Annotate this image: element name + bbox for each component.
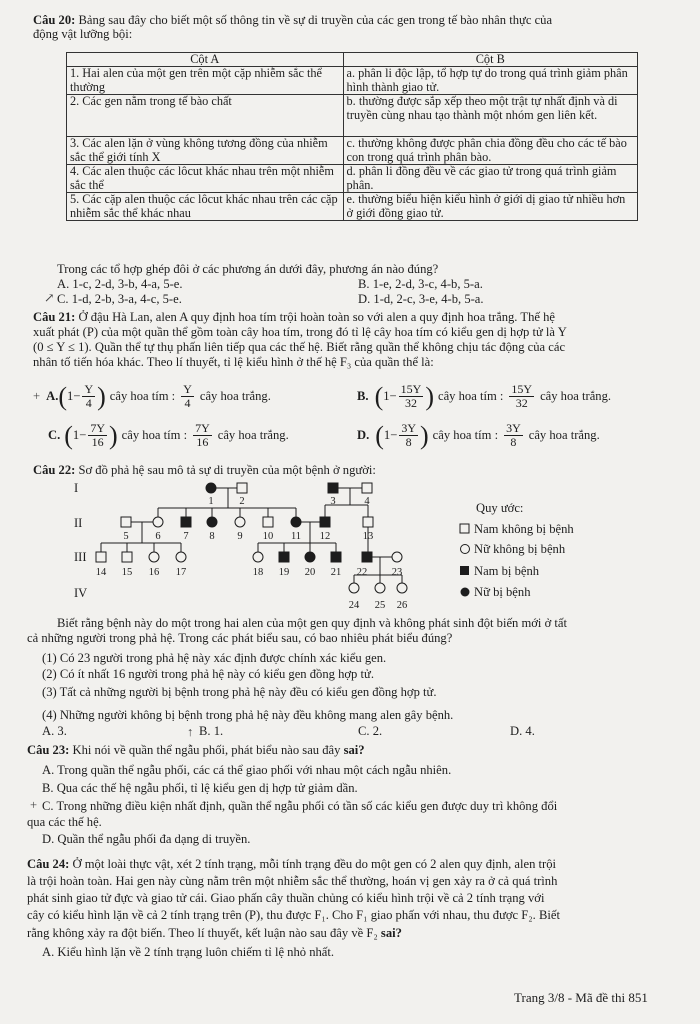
paren-open: ( [374, 381, 384, 411]
fraction [82, 383, 95, 410]
q20-label: Câu 20: [33, 13, 76, 27]
gen-label: III [74, 550, 87, 564]
q24-line5-emph: sai? [380, 926, 402, 940]
q23-option-c[interactable]: C. Trong những điều kiện nhất định, quần thể ngẫu phối có tần số các kiểu gen được duy trì không đổi [42, 799, 558, 813]
q23-stem-text: Khi nói về quần thể ngẫu phối, phát biểu nào sau đây [72, 743, 341, 757]
white-label: cây hoa trắng. [199, 389, 271, 403]
q21-option-letter: B. [357, 389, 369, 403]
unaffected-female-symbol [235, 517, 245, 527]
paren-close: ) [109, 420, 118, 450]
frac-num: 3Y [506, 421, 521, 435]
q23-option-d[interactable]: D. Quần thể ngẫu phối đa dạng di truyền. [42, 832, 251, 846]
affected-male-symbol [320, 517, 330, 527]
q24-line4: cây có kiểu hình lặn về cả 2 tính trạng trên (P), thu được F₁. Cho F₁ giao phấn với nhau, thu được F₂. Biết [27, 908, 560, 922]
legend-female-affected-icon [461, 588, 470, 597]
legend-item: Nữ bị bệnh [474, 585, 531, 599]
affected-male-symbol [331, 552, 341, 562]
individual-number: 15 [121, 567, 133, 578]
q20-question: Trong các tổ hợp ghép đôi ở các phương án dưới đây, phương án nào đúng? [57, 262, 439, 276]
q22-para-line2: cả những người trong phả hệ. Trong các phát biểu sau, có bao nhiêu phát biểu đúng? [27, 631, 453, 645]
affected-female-symbol [206, 483, 216, 493]
legend-male-unaffected-icon [460, 524, 469, 533]
q20-intro [33, 13, 552, 28]
legend-title: Quy ước: [476, 501, 524, 515]
handwritten-mark: + [30, 798, 38, 812]
q22-option-a[interactable]: A. 3. [42, 724, 67, 738]
unaffected-male-symbol [363, 517, 373, 527]
fraction [504, 422, 523, 449]
q21-label: Câu 21: [33, 310, 76, 324]
handwritten-mark: ↗ [44, 291, 55, 305]
row5-a: 5. Các cặp alen thuộc các lôcut khác nhau trên các cặp nhiễm sắc thể khác nhau [67, 193, 344, 221]
q21-line1 [33, 310, 555, 325]
q23-stem-emph: sai? [343, 743, 365, 757]
q21-option-letter: C. [48, 428, 61, 442]
frac-num: 3Y [401, 421, 416, 435]
legend-item: Nam không bị bệnh [474, 522, 574, 536]
frac-den: 4 [85, 396, 92, 410]
q24-option-a[interactable]: A. Kiểu hình lặn về 2 tính trạng luôn chiếm tỉ lệ nhỏ nhất. [42, 945, 335, 959]
row3-b: c. thường không được phân chia đồng đều cho các tế bào con trong quá trình phân bào. [343, 137, 637, 165]
row2-b: b. thường được sắp xếp theo một trật tự nhất định và di truyền cùng nhau tạo thành một nhóm gen liên kết. [343, 95, 637, 137]
q21-line2: xuất phát (P) của một quần thể gồm toàn cây hoa tím, trong đó tỉ lệ cây hoa tím có kiểu gen dị hợp tử là Y [33, 325, 567, 339]
q23-option-c-cont: qua các thế hệ. [27, 815, 102, 829]
frac-den: 32 [404, 396, 417, 410]
q22-statement-2: (2) Có ít nhất 16 người trong phả hệ này có kiểu gen đồng hợp tử. [42, 667, 374, 681]
unaffected-male-symbol [237, 483, 247, 493]
individual-number: 17 [175, 567, 187, 578]
individual-number: 18 [252, 567, 264, 578]
unaffected-male-symbol [362, 483, 372, 493]
individual-number: 10 [262, 531, 274, 542]
row1-a: 1. Hai alen của một gen trên một cặp nhiễm sắc thể thường [67, 67, 344, 95]
q20-option-b[interactable]: B. 1-e, 2-d, 3-c, 4-b, 5-a. [358, 277, 483, 291]
frac-num: Y [84, 382, 94, 396]
q20-option-d[interactable]: D. 1-d, 2-c, 3-e, 4-b, 5-a. [358, 292, 484, 306]
q20-table [66, 52, 638, 221]
row1-b: a. phân li độc lập, tổ hợp tự do trong quá trình giảm phân hình thành giao tử. [343, 67, 637, 95]
one-minus: 1− [72, 428, 87, 442]
legend-item: Nữ không bị bệnh [474, 542, 566, 556]
q22-option-c[interactable]: C. 2. [358, 724, 383, 738]
individual-number: 6 [155, 531, 161, 542]
affected-female-symbol [305, 552, 315, 562]
q24-line1-text: Ở một loài thực vật, xét 2 tính trạng, mỗi tính trạng đều do một gen có 2 alen quy định, alen trội [72, 857, 557, 871]
frac-num: 7Y [195, 421, 210, 435]
q22-intro-text: Sơ đồ phả hệ sau mô tả sự di truyền của một bệnh ở người: [78, 463, 376, 477]
q21-line4: nhân tố tiến hóa khác. Theo lí thuyết, tỉ lệ kiểu hình ở thế hệ F₃ của quần thể là: [33, 355, 434, 369]
individual-number: 5 [123, 531, 129, 542]
individual-number: 16 [148, 567, 160, 578]
purple-label: cây hoa tím : [121, 428, 188, 442]
purple-label: cây hoa tím : [437, 389, 504, 403]
unaffected-male-symbol [122, 552, 132, 562]
paren-open: ( [64, 420, 73, 450]
q21-option-c[interactable] [48, 422, 289, 449]
one-minus: 1− [383, 428, 398, 442]
individual-number: 20 [304, 567, 316, 578]
individual-number: 19 [278, 567, 290, 578]
individual-number: 23 [391, 567, 403, 578]
individual-number: 1 [208, 496, 214, 507]
row2-a: 2. Các gen nằm trong tế bào chất [67, 95, 344, 137]
individual-number: 8 [209, 531, 215, 542]
fraction [509, 383, 534, 410]
white-label: cây hoa trắng. [217, 428, 289, 442]
unaffected-female-symbol [253, 552, 263, 562]
q23-label: Câu 23: [27, 743, 70, 757]
paren-close: ) [425, 381, 434, 411]
individual-number: 25 [374, 600, 386, 611]
frac-den: 8 [405, 435, 412, 449]
fraction [399, 383, 424, 410]
q22-option-b[interactable]: B. 1. [199, 724, 224, 738]
unaffected-male-symbol [121, 517, 131, 527]
q22-statement-1: (1) Có 23 người trong phả hệ này xác định được chính xác kiểu gen. [42, 651, 387, 665]
affected-male-symbol [279, 552, 289, 562]
individual-number: 14 [95, 567, 107, 578]
unaffected-female-symbol [375, 583, 385, 593]
purple-label: cây hoa tím : [109, 389, 176, 403]
fraction [399, 422, 418, 449]
one-minus: 1− [67, 389, 81, 403]
col-b-header: Cột B [343, 53, 637, 67]
gen-label: II [74, 516, 83, 530]
individual-number: 4 [364, 496, 370, 507]
individual-number: 9 [237, 531, 243, 542]
fraction [88, 422, 107, 449]
unaffected-male-symbol [96, 552, 106, 562]
fraction [193, 422, 212, 449]
paren-close: ) [97, 381, 106, 411]
frac-num: 15Y [400, 382, 422, 396]
q23-option-b[interactable]: B. Qua các thế hệ ngẫu phối, tỉ lệ kiểu gen dị hợp tử giảm dần. [42, 781, 358, 795]
q24-line2: là trội hoàn toàn. Hai gen này cùng nằm trên một nhiễm sắc thể thường, hoán vị gen xảy ra ở cả quá trình [27, 874, 558, 888]
unaffected-female-symbol [349, 583, 359, 593]
row3-a: 3. Các alen lặn ở vùng không tương đồng của nhiễm sắc thể giới tính X [67, 137, 344, 165]
q24-line1 [27, 857, 556, 872]
unaffected-female-symbol [176, 552, 186, 562]
purple-label: cây hoa tím : [432, 428, 499, 442]
white-label: cây hoa trắng. [528, 428, 600, 442]
q21-line1-text: Ở đậu Hà Lan, alen A quy định hoa tím trội hoàn toàn so với alen a quy định hoa trắng. Thế hệ [78, 310, 555, 324]
q20-option-a[interactable]: A. 1-c, 2-d, 3-b, 4-a, 5-e. [57, 277, 183, 291]
q24-line3: phát sinh giao tử đực và giao tử cái. Giao phấn cây thuần chủng có kiểu hình trội về cả 2 tính trạng với [27, 891, 545, 905]
individual-number: 13 [362, 531, 374, 542]
paren-close: ) [420, 420, 429, 450]
one-minus: 1− [383, 389, 397, 403]
individual-number: 24 [348, 600, 360, 611]
affected-male-symbol [362, 552, 372, 562]
paren-open: ( [58, 381, 68, 411]
unaffected-female-symbol [153, 517, 163, 527]
handwritten-mark: + [33, 389, 41, 403]
q20-intro-line2: động vật lưỡng bội: [33, 27, 133, 41]
unaffected-female-symbol [149, 552, 159, 562]
legend-female-unaffected-icon [461, 545, 470, 554]
affected-male-symbol [181, 517, 191, 527]
frac-num: 7Y [90, 421, 105, 435]
individual-number: 21 [330, 567, 342, 578]
individual-number: 26 [396, 600, 408, 611]
gen-label: I [74, 481, 79, 495]
q22-option-d[interactable]: D. 4. [510, 724, 535, 738]
frac-num: Y [183, 382, 192, 396]
q22-statement-3: (3) Tất cả những người bị bệnh trong phả hệ này đều có kiểu gen đồng hợp tử. [42, 685, 437, 699]
q21-option-letter: D. [357, 428, 370, 442]
page-footer: Trang 3/8 - Mã đề thi 851 [514, 990, 648, 1005]
q22-label: Câu 22: [33, 463, 76, 477]
individual-number: 7 [183, 531, 189, 542]
individual-number: 3 [330, 496, 336, 507]
q21-line3: (0 ≤ Y ≤ 1). Quần thể tự thụ phấn liên tiếp qua các thế hệ. Biết rằng quần thể không chịu tác động của các [33, 340, 566, 354]
q20-option-c[interactable]: C. 1-d, 2-b, 3-a, 4-c, 5-e. [57, 292, 182, 306]
unaffected-male-symbol [263, 517, 273, 527]
generation-labels [74, 481, 87, 600]
frac-den: 4 [184, 396, 191, 410]
individual-number: 2 [239, 496, 245, 507]
paren-open: ( [375, 420, 384, 450]
q22-para-line1: Biết rằng bệnh này do một trong hai alen của một gen quy định và không phát sinh đột biến mới ở tất [57, 616, 567, 630]
frac-num: 15Y [511, 382, 533, 396]
pedigree-chart [0, 476, 700, 616]
q24-line5-text: rằng không xảy ra đột biến. Theo lí thuyết, kết luận nào sau đây về F₂ [27, 926, 378, 940]
col-a-header: Cột A [67, 53, 344, 67]
affected-male-symbol [328, 483, 338, 493]
fraction [181, 383, 194, 410]
legend-male-affected-icon [460, 566, 469, 575]
q21-option-d[interactable] [357, 422, 600, 449]
row4-b: d. phân li đồng đều về các giao tử trong quá trình giảm phân. [343, 165, 637, 193]
row4-a: 4. Các alen thuộc các lôcut khác nhau trên một nhiễm sắc thể [67, 165, 344, 193]
q23-stem [27, 743, 365, 758]
legend-item: Nam bị bệnh [474, 564, 540, 578]
q23-option-a[interactable]: A. Trong quần thể ngẫu phối, các cá thể giao phối với nhau một cách ngẫu nhiên. [42, 763, 452, 777]
q24-label: Câu 24: [27, 857, 70, 871]
handwritten-mark: ↑ [187, 725, 194, 739]
q24-line5 [27, 926, 402, 941]
frac-den: 16 [91, 435, 104, 449]
frac-den: 8 [510, 435, 517, 449]
q21-option-a[interactable] [33, 383, 271, 410]
individual-number: 11 [290, 531, 302, 542]
frac-den: 16 [196, 435, 209, 449]
row5-b: e. thường biểu hiện kiểu hình ở giới dị giao tử nhiều hơn ở giới đồng giao tử. [343, 193, 637, 221]
unaffected-female-symbol [397, 583, 407, 593]
q22-statement-4: (4) Những người không bị bệnh trong phả hệ này đều không mang alen gây bệnh. [42, 708, 454, 722]
frac-den: 32 [515, 396, 528, 410]
affected-female-symbol [207, 517, 217, 527]
individual-number: 22 [356, 567, 368, 578]
pedigree-legend [460, 501, 574, 599]
q20-intro-text: Bảng sau đây cho biết một số thông tin về sự di truyền của các gen trong tế bào nhân thực của [78, 13, 553, 27]
individual-number: 12 [319, 531, 331, 542]
q21-option-b[interactable] [357, 383, 611, 410]
pedigree-numbers [96, 496, 408, 611]
q21-option-letter: A. [46, 389, 59, 403]
gen-label: IV [74, 586, 88, 600]
white-label: cây hoa trắng. [540, 389, 612, 403]
unaffected-female-symbol [392, 552, 402, 562]
affected-female-symbol [291, 517, 301, 527]
